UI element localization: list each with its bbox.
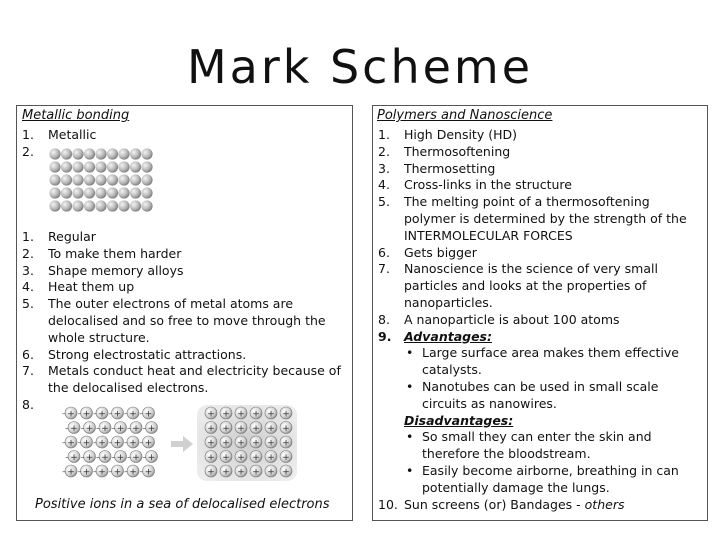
metal-atom <box>95 187 106 198</box>
list-item: 5. The outer electrons of metal atoms are delocalised and so free to move through the whole structure. <box>22 296 326 345</box>
list-item: 8. A nanoparticle is about 100 atoms <box>378 311 620 327</box>
plus-sign: + <box>116 424 125 434</box>
electron-sign: – <box>80 452 85 462</box>
electron-sign: – <box>96 452 100 462</box>
electron-sign: – <box>124 467 128 476</box>
plus-sign: + <box>237 409 245 420</box>
electron-sign: – <box>124 409 128 418</box>
plus-sign: + <box>144 409 153 420</box>
electron-sign: – <box>77 409 82 418</box>
advantage-item: • Large surface area makes them effective catalysts. <box>406 345 679 378</box>
arrow-right-icon <box>171 436 193 452</box>
electron-sign: – <box>77 467 82 476</box>
page-title: Mark Scheme <box>186 40 534 94</box>
metal-atom <box>49 200 60 211</box>
plus-sign: + <box>85 424 94 434</box>
plus-sign: + <box>237 424 245 434</box>
plus-sign: + <box>129 438 137 449</box>
metal-atom <box>61 148 72 159</box>
metal-atom <box>107 161 118 172</box>
metal-atom <box>130 148 141 159</box>
metal-atom <box>72 200 83 211</box>
metal-atom <box>72 174 83 185</box>
electron-sign: – <box>142 452 147 462</box>
electron-sign: – <box>93 409 97 418</box>
plus-sign: + <box>98 438 106 449</box>
metal-atom <box>61 187 72 198</box>
plus-sign: + <box>222 409 230 420</box>
metal-lattice-diagram <box>49 148 153 214</box>
plus-sign: + <box>222 424 230 434</box>
plus-sign: + <box>113 409 122 420</box>
list-item: 4. Heat them up <box>22 279 135 295</box>
plus-sign: + <box>132 453 140 463</box>
plus-sign: + <box>129 409 137 420</box>
plus-sign: + <box>132 424 140 434</box>
metal-atom <box>61 174 72 185</box>
list-item: 1. High Density (HD) <box>378 127 517 142</box>
plus-sign: + <box>222 438 230 449</box>
electron-sign: – <box>111 452 116 462</box>
plus-sign: + <box>98 467 106 478</box>
polymers-nanoscience-panel <box>372 105 708 521</box>
list-item: 2. To make them harder <box>22 245 182 261</box>
answer-list-right <box>378 127 700 513</box>
plus-sign: + <box>113 438 122 449</box>
metal-atom <box>141 174 152 185</box>
plus-sign: + <box>101 453 109 463</box>
plus-sign: + <box>144 467 153 478</box>
metal-atom <box>72 161 83 172</box>
list-item: 7. Nanoscience is the science of very small particles and looks at the properties of nanoparticles. <box>378 261 658 310</box>
plus-sign: + <box>237 467 245 478</box>
metal-atom <box>130 174 141 185</box>
list-item: 6. Strong electrostatic attractions. <box>22 346 247 362</box>
metal-atom <box>84 161 95 172</box>
plus-sign: + <box>282 409 290 420</box>
metal-atom <box>141 161 152 172</box>
metal-atom <box>95 174 106 185</box>
metal-atom <box>95 148 106 159</box>
metal-atom <box>84 148 95 159</box>
plus-sign: + <box>85 453 94 463</box>
list-item: 2. <box>22 143 34 159</box>
metal-atom <box>118 187 129 198</box>
metal-atom <box>95 161 106 172</box>
electron-sign: – <box>65 452 69 462</box>
plus-sign: + <box>147 453 156 463</box>
plus-sign: + <box>82 438 91 449</box>
plus-sign: + <box>147 424 156 434</box>
metal-atom <box>72 187 83 198</box>
plus-sign: + <box>222 453 230 463</box>
plus-sign: + <box>82 409 91 420</box>
metal-atom <box>84 174 95 185</box>
list-item: 3. Shape memory alloys <box>22 262 184 278</box>
advantages-label: Advantages: <box>404 328 492 344</box>
electron-sign: – <box>139 467 144 476</box>
plus-sign: + <box>116 453 125 463</box>
electron-sign: – <box>108 467 113 476</box>
list-item: 3. Thermosetting <box>378 160 496 176</box>
plus-sign: + <box>267 424 275 434</box>
electron-sign: – <box>127 452 131 462</box>
metal-atom <box>141 148 152 159</box>
metal-atom <box>49 161 60 172</box>
plus-sign: + <box>207 453 215 463</box>
electron-sign: – <box>108 438 113 447</box>
metal-atom <box>107 187 118 198</box>
metal-atom <box>141 187 152 198</box>
plus-sign: + <box>207 438 215 449</box>
metal-atom <box>107 174 118 185</box>
electron-sign: – <box>139 438 144 447</box>
metal-atom <box>49 187 60 198</box>
list-item: 6. Gets bigger <box>378 244 477 260</box>
list-item: 1. Regular <box>22 229 96 244</box>
plus-sign: + <box>282 424 290 434</box>
plus-sign: + <box>129 467 137 478</box>
plus-sign: + <box>267 467 275 478</box>
plus-sign: + <box>252 467 260 478</box>
plus-sign: + <box>113 467 122 478</box>
list-item: 8. <box>22 396 34 412</box>
metal-atom <box>130 200 141 211</box>
electron-sign: – <box>111 423 116 433</box>
electron-sign: – <box>142 423 147 433</box>
plus-sign: + <box>282 453 290 463</box>
disadvantage-item: • So small they can enter the skin and therefore the bloodstream. <box>406 429 652 462</box>
electron-sign: – <box>124 438 128 447</box>
metal-atom <box>72 148 83 159</box>
metal-atom <box>95 200 106 211</box>
list-item: 1. Metallic <box>22 127 97 142</box>
answer-list-b <box>22 229 344 414</box>
plus-sign: + <box>252 424 260 434</box>
metal-atom <box>84 200 95 211</box>
electron-sign: – <box>96 423 100 433</box>
plus-sign: + <box>237 453 245 463</box>
advantage-item: • Nanotubes can be used in small scale circuits as nanowires. <box>406 378 659 411</box>
plus-sign: + <box>70 453 78 463</box>
plus-sign: + <box>144 438 153 449</box>
metal-atom <box>49 148 60 159</box>
plus-sign: + <box>207 424 215 434</box>
plus-sign: + <box>67 438 75 449</box>
plus-sign: + <box>82 467 91 478</box>
disadvantage-item: • Easily become airborne, breathing in can potentially damage the lungs. <box>406 462 679 495</box>
metal-atom <box>61 200 72 211</box>
metal-atom <box>118 148 129 159</box>
metal-atom <box>130 161 141 172</box>
plus-sign: + <box>207 409 215 420</box>
electron-sign: – <box>139 409 144 418</box>
plus-sign: + <box>98 409 106 420</box>
electron-sign: – <box>80 423 85 433</box>
electron-sea-diagram <box>59 403 321 483</box>
plus-sign: + <box>267 409 275 420</box>
plus-sign: + <box>252 438 260 449</box>
electron-sign: – <box>65 423 69 433</box>
plus-sign: + <box>222 467 230 478</box>
plus-sign: + <box>101 424 109 434</box>
electron-sign: – <box>77 438 82 447</box>
plus-sign: + <box>282 438 290 449</box>
list-item: 2. Thermosoftening <box>378 143 511 159</box>
plus-sign: + <box>282 467 290 478</box>
list-item: 10. Sun screens (or) Bandages - others <box>378 496 625 512</box>
plus-sign: + <box>267 453 275 463</box>
electron-sign: – <box>127 423 131 433</box>
electron-sign: – <box>108 409 113 418</box>
electron-sign: – <box>62 467 66 476</box>
disadvantages-label: Disadvantages: <box>404 412 514 428</box>
plus-sign: + <box>207 467 215 478</box>
plus-sign: + <box>267 438 275 449</box>
polymers-heading: Polymers and Nanoscience <box>377 108 553 123</box>
electron-sign: – <box>62 409 66 418</box>
metal-atom <box>118 161 129 172</box>
list-item: 9. Advantages: • Large surface area makes them effective catalysts. • Nanotubes can be used in small scale circuits as nanowires. Disadvantages: • So small they can enter the skin and therefore the bloodstream. • Easily become airborne, breathing in can potentially damage the lungs. <box>378 329 700 497</box>
plus-sign: + <box>252 453 260 463</box>
list-item: 7. Metals conduct heat and electricity because of the delocalised electrons. <box>22 363 341 396</box>
metal-atom <box>118 174 129 185</box>
plus-sign: + <box>252 409 260 420</box>
metal-atom <box>130 187 141 198</box>
electron-sign: – <box>62 438 66 447</box>
electron-sign: – <box>93 467 97 476</box>
diagram-caption: Positive ions in a sea of delocalised electrons <box>35 497 330 512</box>
plus-sign: + <box>67 409 75 420</box>
plus-sign: + <box>70 424 78 434</box>
metal-atom <box>84 187 95 198</box>
list-item: 4. Cross-links in the structure <box>378 177 572 193</box>
metal-atom <box>118 200 129 211</box>
metal-atom <box>141 200 152 211</box>
metallic-bonding-panel <box>16 105 353 521</box>
plus-sign: + <box>67 467 75 478</box>
plus-sign: + <box>237 438 245 449</box>
metal-atom <box>107 148 118 159</box>
metallic-bonding-heading: Metallic bonding <box>22 108 130 123</box>
metal-atom <box>107 200 118 211</box>
electron-sign: – <box>93 438 97 447</box>
list-item: 5. The melting point of a thermosoftening polymer is determined by the strength of the INTERMOLECULAR FORCES <box>378 194 687 243</box>
metal-atom <box>61 161 72 172</box>
metal-atom <box>49 174 60 185</box>
